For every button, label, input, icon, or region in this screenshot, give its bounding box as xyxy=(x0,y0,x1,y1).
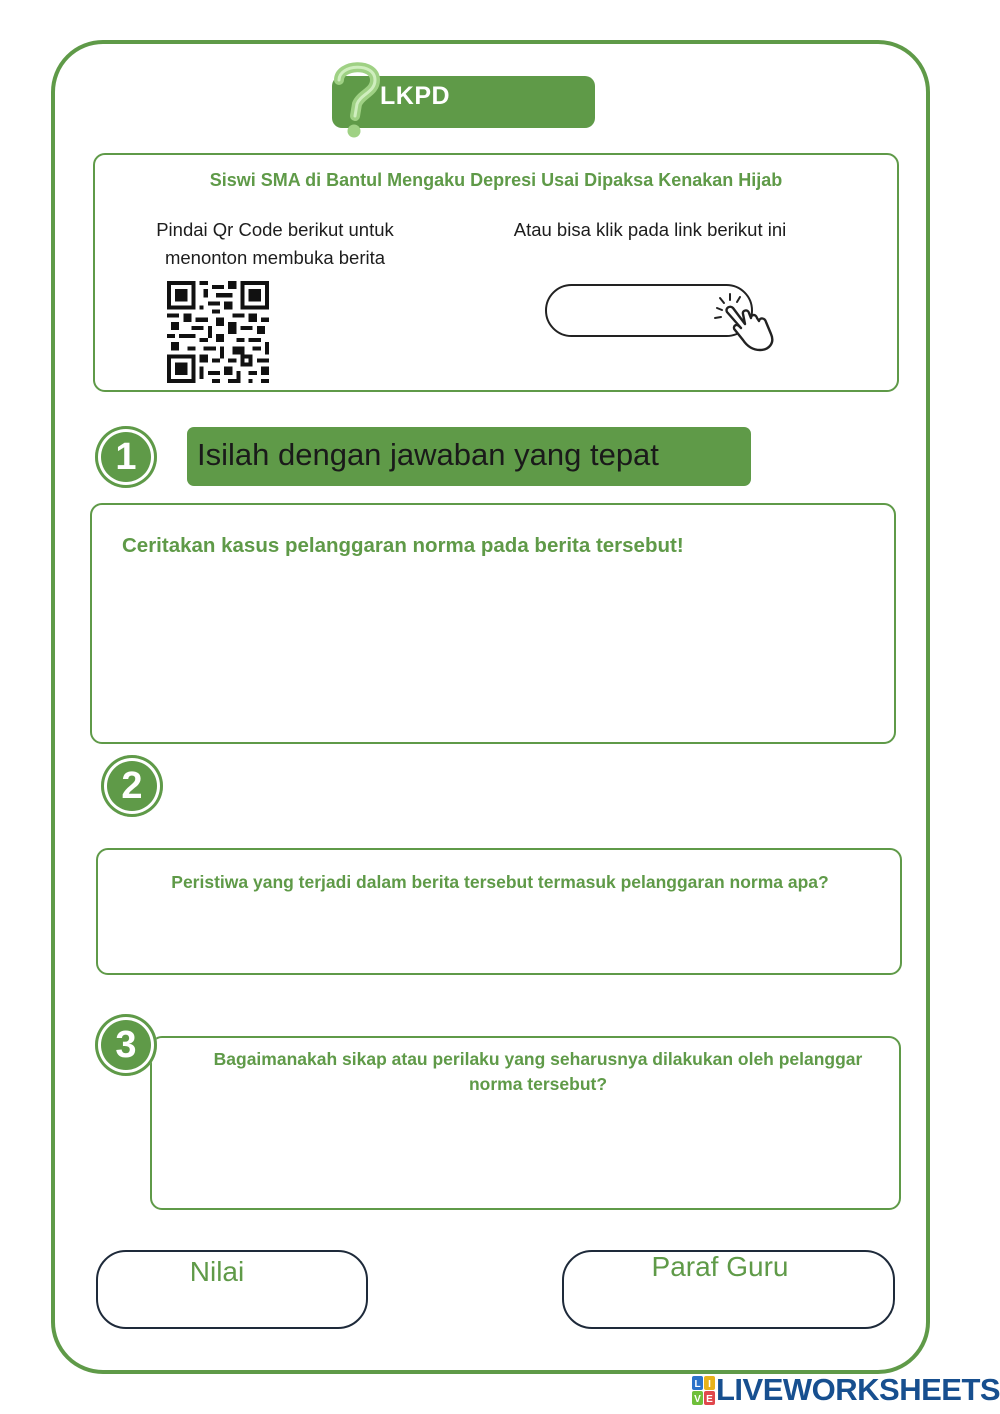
instruction-banner-text: Isilah dengan jawaban yang tepat xyxy=(197,437,659,472)
logo-letter-e: E xyxy=(706,1394,713,1405)
link-instruction: Atau bisa klik pada link berikut ini xyxy=(513,219,787,240)
news-title: Siswi SMA di Bantul Mengaku Depresi Usai Dipaksa Kenakan Hijab xyxy=(209,170,783,190)
pointing-hand-icon xyxy=(705,290,787,354)
branding-text[interactable]: LIVEWORKSHEETS xyxy=(716,1372,1000,1407)
qr-code[interactable] xyxy=(166,281,270,383)
logo-letter-i: I xyxy=(708,1379,711,1390)
answer-box-2[interactable] xyxy=(96,848,902,975)
liveworksheets-logo xyxy=(692,1374,716,1408)
question-2: Peristiwa yang terjadi dalam berita tersebut termasuk pelanggaran norma apa? xyxy=(171,872,829,892)
page-title: LKPD xyxy=(380,82,451,110)
logo-letter-l: L xyxy=(694,1379,701,1390)
qr-instruction: Pindai Qr Code berikut untuk menonton membuka berita xyxy=(156,219,394,268)
section-1-number: 1 xyxy=(95,426,157,488)
section-3-number: 3 xyxy=(95,1014,157,1076)
teacher-signature-label: Paraf Guru xyxy=(651,1251,789,1282)
section-2-number: 2 xyxy=(101,755,163,817)
question-1: Ceritakan kasus pelanggaran norma pada berita tersebut! xyxy=(122,534,684,557)
logo-letter-v: V xyxy=(694,1394,701,1405)
score-label: Nilai xyxy=(189,1256,245,1287)
question-mark-icon xyxy=(325,58,385,140)
question-3: Bagaimanakah sikap atau perilaku yang seharusnya dilakukan oleh pelanggar norma tersebut? xyxy=(213,1049,863,1094)
